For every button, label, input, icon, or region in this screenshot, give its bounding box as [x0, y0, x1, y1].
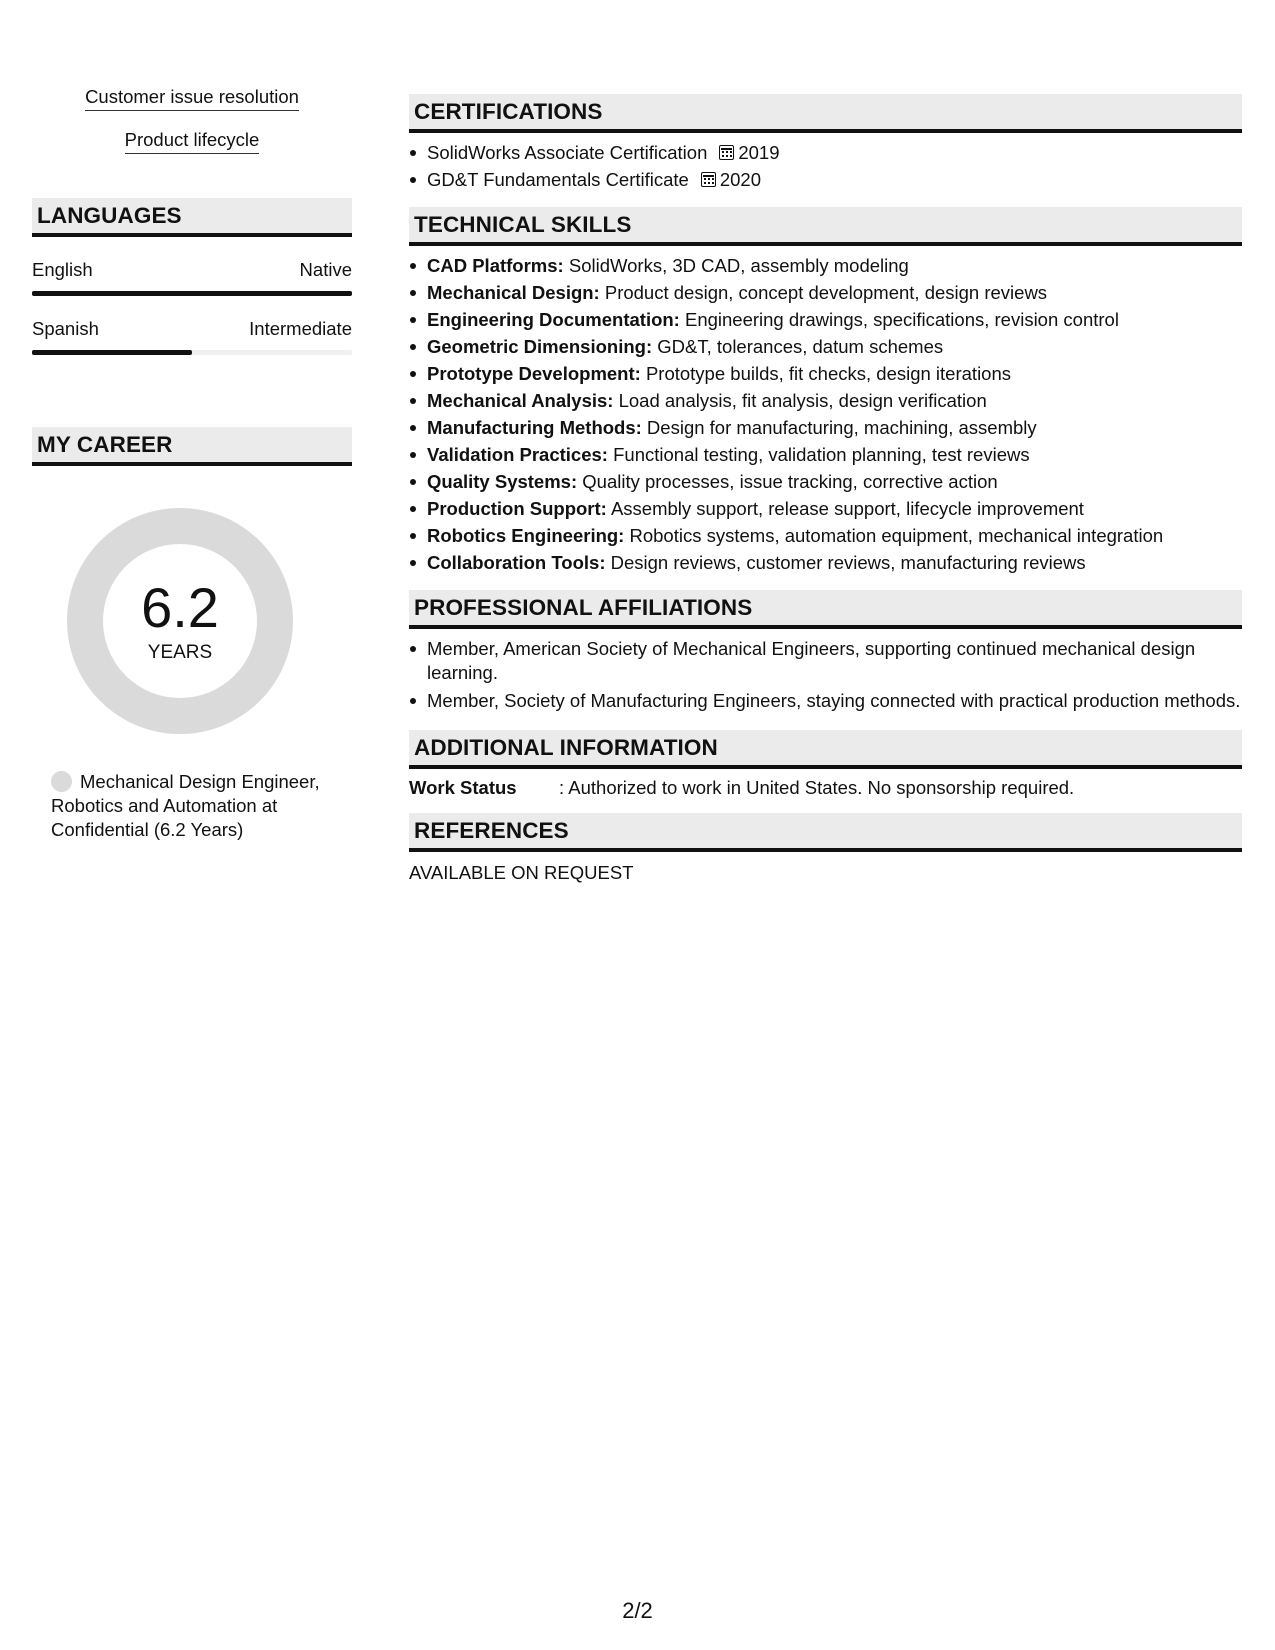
- skill-item: [409, 333, 1242, 360]
- career-dot-icon: [51, 771, 72, 792]
- skill-details: Product design, concept development, design reviews: [599, 282, 1048, 303]
- skill-details: Load analysis, fit analysis, design verification: [613, 390, 987, 411]
- language-level: Intermediate: [249, 318, 352, 339]
- skill-item: [409, 414, 1242, 441]
- skill-category: CAD Platforms:: [427, 255, 564, 276]
- affiliation-item: Member, Society of Manufacturing Engineers, staying connected with practical production methods.: [409, 689, 1242, 713]
- skill-item: [409, 279, 1242, 306]
- skill-item: [409, 387, 1242, 414]
- affiliation-item: Member, American Society of Mechanical Engineers, supporting continued mechanical design learning.: [409, 637, 1242, 685]
- work-status-row: [409, 777, 1242, 799]
- skill-link-product-lifecycle[interactable]: [32, 129, 352, 154]
- work-status-value: : Authorized to work in United States. No sponsorship required.: [559, 777, 1075, 798]
- skill-category: Engineering Documentation:: [427, 309, 680, 330]
- skill-item: [409, 495, 1242, 522]
- page-number: 2/2: [622, 1598, 653, 1623]
- skill-link-label: Product lifecycle: [125, 129, 260, 154]
- calendar-icon: [719, 145, 734, 160]
- skill-details: Engineering drawings, specifications, revision control: [679, 309, 1119, 330]
- skill-item: [409, 549, 1242, 576]
- skill-category: Manufacturing Methods:: [427, 417, 642, 438]
- language-name: Spanish: [32, 318, 99, 339]
- skill-category: Mechanical Design:: [427, 282, 600, 303]
- skill-item: [409, 441, 1242, 468]
- language-proficiency-fill: [32, 291, 352, 296]
- skill-category: Collaboration Tools:: [427, 552, 606, 573]
- skill-details: Quality processes, issue tracking, corrective action: [577, 471, 998, 492]
- skill-details: Robotics systems, automation equipment, mechanical integration: [624, 525, 1164, 546]
- additional-info-heading: ADDITIONAL INFORMATION: [409, 730, 1242, 769]
- affiliations-heading: PROFESSIONAL AFFILIATIONS: [409, 590, 1242, 629]
- skill-category: Quality Systems:: [427, 471, 578, 492]
- certification-name: SolidWorks Associate Certification: [427, 142, 708, 163]
- skill-details: Assembly support, release support, lifecycle improvement: [606, 498, 1084, 519]
- certification-item: [409, 139, 1242, 166]
- skill-category: Robotics Engineering:: [427, 525, 625, 546]
- skill-details: Design for manufacturing, machining, assembly: [641, 417, 1037, 438]
- language-proficiency-fill: [32, 350, 192, 355]
- technical-skills-heading: TECHNICAL SKILLS: [409, 207, 1242, 246]
- affiliations-list: [409, 637, 1242, 713]
- certification-name: GD&T Fundamentals Certificate: [427, 169, 689, 190]
- skill-item: [409, 306, 1242, 333]
- certification-item: [409, 166, 1242, 193]
- certifications-heading: CERTIFICATIONS: [409, 94, 1242, 133]
- career-entry: [51, 770, 341, 842]
- language-spanish: [32, 318, 352, 355]
- work-status-label: Work Status: [409, 777, 517, 798]
- right-column: [409, 94, 1242, 884]
- skill-details: Functional testing, validation planning, test reviews: [607, 444, 1030, 465]
- skill-category: Production Support:: [427, 498, 607, 519]
- skill-item: [409, 522, 1242, 549]
- language-level: Native: [299, 259, 352, 280]
- skill-details: GD&T, tolerances, datum schemes: [652, 336, 944, 357]
- language-proficiency-bar: [32, 350, 352, 355]
- technical-skills-list: [409, 252, 1242, 576]
- certifications-list: [409, 139, 1242, 193]
- career-years-value: 6.2: [141, 576, 219, 639]
- language-proficiency-bar: [32, 291, 352, 296]
- skill-link-customer-issue[interactable]: [32, 86, 352, 111]
- left-column: [32, 86, 352, 842]
- career-heading: MY CAREER: [32, 427, 352, 466]
- skill-item: [409, 252, 1242, 279]
- skill-item: [409, 468, 1242, 495]
- certification-year: 2019: [738, 142, 780, 163]
- language-english: [32, 259, 352, 296]
- skill-category: Prototype Development:: [427, 363, 641, 384]
- career-entry-text: Mechanical Design Engineer, Robotics and Automation at Confidential (6.2 Years): [51, 771, 320, 840]
- references-text: AVAILABLE ON REQUEST: [409, 862, 634, 883]
- languages-heading: LANGUAGES: [32, 198, 352, 237]
- career-years-ring: [67, 508, 293, 734]
- skill-category: Validation Practices:: [427, 444, 608, 465]
- certification-year: 2020: [719, 169, 762, 190]
- skill-item: [409, 360, 1242, 387]
- skill-category: Mechanical Analysis:: [427, 390, 614, 411]
- skill-details: SolidWorks, 3D CAD, assembly modeling: [563, 255, 909, 276]
- language-name: English: [32, 259, 93, 280]
- references-heading: REFERENCES: [409, 813, 1242, 852]
- career-years-unit: YEARS: [147, 642, 213, 663]
- calendar-icon: [701, 172, 716, 187]
- skill-category: Geometric Dimensioning:: [427, 336, 653, 357]
- skill-details: Design reviews, customer reviews, manufacturing reviews: [605, 552, 1086, 573]
- skill-details: Prototype builds, fit checks, design iterations: [640, 363, 1012, 384]
- skill-link-label: Customer issue resolution: [85, 86, 299, 111]
